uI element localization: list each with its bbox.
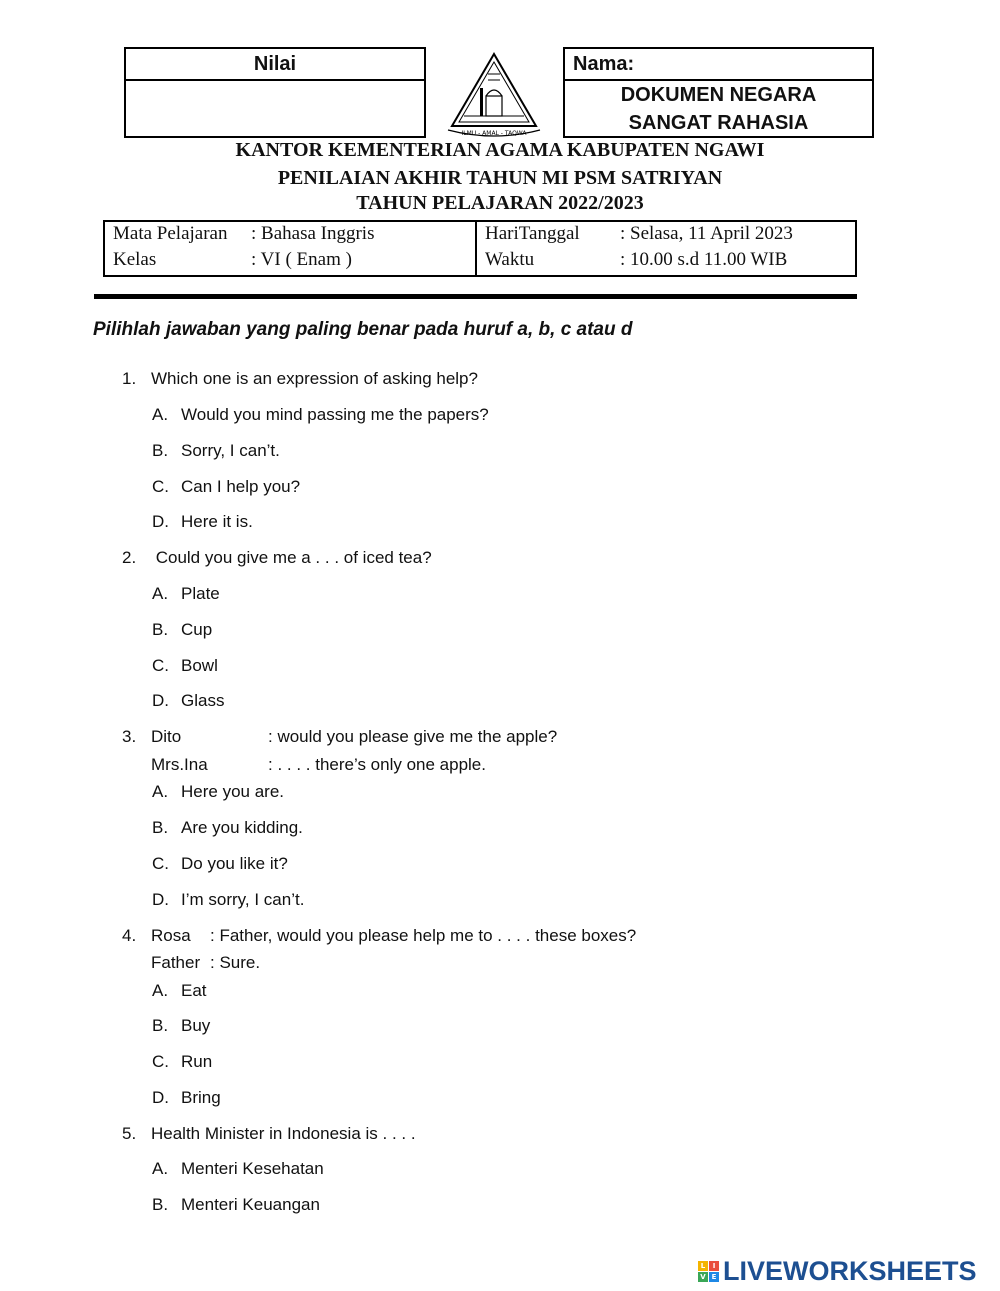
question-2 — [122, 548, 432, 568]
time-label: Waktu — [485, 249, 535, 270]
score-field[interactable] — [126, 81, 424, 136]
question-text: Could you give me a . . . of iced tea? — [151, 548, 432, 567]
doc-line-2: SANGAT RAHASIA — [628, 112, 809, 134]
question-5 — [122, 1124, 416, 1144]
q1-option-c[interactable] — [152, 477, 300, 497]
option-text: I’m sorry, I can’t. — [181, 890, 305, 909]
option-letter: C. — [152, 1052, 169, 1071]
class-value: : VI ( Enam ) — [251, 249, 352, 270]
option-text: Here you are. — [181, 782, 284, 801]
time-value: : 10.00 s.d 11.00 WIB — [620, 249, 788, 270]
doc-line-1: DOKUMEN NEGARA — [620, 84, 817, 106]
dialog-speaker: Dito — [151, 727, 182, 746]
time-row — [485, 249, 534, 271]
question-number: 2. — [122, 548, 137, 567]
subject-label: Mata Pelajaran — [113, 223, 228, 244]
logo-block: L — [698, 1261, 708, 1271]
liveworksheets-logo[interactable] — [698, 1256, 977, 1286]
exam-info-table — [103, 220, 857, 277]
dialog-line: : would you please give me the apple? — [268, 727, 558, 746]
logo-block: E — [709, 1272, 719, 1282]
option-text: Menteri Kesehatan — [181, 1159, 324, 1178]
subject-row — [113, 223, 227, 245]
option-letter: D. — [152, 890, 169, 909]
q4-option-c[interactable] — [152, 1052, 212, 1072]
option-text: Do you like it? — [181, 854, 288, 873]
subject-value: : Bahasa Inggris — [251, 223, 375, 244]
dialog-speaker: Father — [151, 953, 201, 972]
option-text: Plate — [181, 584, 220, 603]
option-letter: D. — [152, 691, 169, 710]
option-text: Bring — [181, 1088, 221, 1107]
option-text: Cup — [181, 620, 213, 639]
name-box — [563, 47, 874, 138]
question-number: 3. — [122, 727, 137, 746]
date-value: : Selasa, 11 April 2023 — [620, 223, 793, 244]
option-text: Would you mind passing me the papers? — [181, 405, 489, 424]
dialog-speaker: Rosa — [151, 926, 191, 945]
option-text: Run — [181, 1052, 213, 1071]
q2-option-a[interactable] — [152, 584, 220, 604]
instruction: Pilihlah jawaban yang paling benar pada huruf a, b, c atau d — [93, 319, 633, 340]
question-4 — [122, 926, 191, 946]
option-letter: D. — [152, 1088, 169, 1107]
q1-option-d[interactable] — [152, 512, 253, 532]
name-label: Nama: — [565, 49, 872, 81]
q3-option-d[interactable] — [152, 890, 304, 910]
q3-option-c[interactable] — [152, 854, 288, 874]
q4-option-a[interactable] — [152, 981, 207, 1001]
option-letter: C. — [152, 656, 169, 675]
question-1 — [122, 369, 478, 389]
option-text: Glass — [181, 691, 225, 710]
logo-motto: ILMU - AMAL - TAQWA — [461, 130, 527, 137]
class-label: Kelas — [113, 249, 157, 270]
exam-title: PENILAIAN AKHIR TAHUN MI PSM SATRIYAN — [277, 167, 723, 189]
score-label: Nilai — [126, 49, 424, 81]
option-text: Are you kidding. — [181, 818, 303, 837]
date-label: HariTanggal — [485, 223, 580, 244]
q5-option-a[interactable] — [152, 1159, 324, 1179]
logo-block: I — [709, 1261, 719, 1271]
option-letter: A. — [152, 405, 169, 424]
option-letter: B. — [152, 818, 169, 837]
q3-option-b[interactable] — [152, 818, 303, 838]
header-divider — [94, 294, 857, 299]
q1-option-b[interactable] — [152, 441, 280, 461]
logo-blocks-icon — [698, 1261, 719, 1282]
office-title: KANTOR KEMENTERIAN AGAMA KABUPATEN NGAWI — [235, 139, 765, 161]
q2-option-b[interactable] — [152, 620, 212, 640]
option-text: Sorry, I can’t. — [181, 441, 280, 460]
score-box — [124, 47, 426, 138]
option-letter: A. — [152, 584, 169, 603]
dialog-line: : Father, would you please help me to . . . . these boxes? — [210, 926, 637, 945]
option-letter: D. — [152, 512, 169, 531]
dialog-line: : Sure. — [210, 953, 261, 972]
option-letter: A. — [152, 782, 169, 801]
option-text: Can I help you? — [181, 477, 301, 496]
dialog-line: : . . . . there’s only one apple. — [268, 755, 486, 774]
option-letter: A. — [152, 981, 169, 1000]
question-number: 5. — [122, 1124, 137, 1143]
q2-option-c[interactable] — [152, 656, 218, 676]
option-letter: B. — [152, 441, 169, 460]
q4-option-d[interactable] — [152, 1088, 221, 1108]
question-3 — [122, 727, 181, 747]
option-text: Eat — [181, 981, 207, 1000]
option-text: Menteri Keuangan — [181, 1195, 320, 1214]
q2-option-d[interactable] — [152, 691, 224, 711]
option-letter: A. — [152, 1159, 169, 1178]
option-letter: B. — [152, 1016, 169, 1035]
option-text: Here it is. — [181, 512, 253, 531]
class-row — [113, 249, 156, 271]
option-letter: C. — [152, 477, 169, 496]
dialog-speaker: Mrs.Ina — [151, 755, 208, 774]
option-text: Buy — [181, 1016, 211, 1035]
question-number: 4. — [122, 926, 137, 945]
school-year: TAHUN PELAJARAN 2022/2023 — [356, 192, 644, 214]
option-letter: C. — [152, 854, 169, 873]
question-text: Which one is an expression of asking help? — [151, 369, 478, 388]
option-letter: B. — [152, 620, 169, 639]
q5-option-b[interactable] — [152, 1195, 320, 1215]
date-row — [485, 223, 580, 245]
q3-option-a[interactable] — [152, 782, 284, 802]
q4-option-b[interactable] — [152, 1016, 210, 1036]
option-text: Bowl — [181, 656, 218, 675]
question-text: Health Minister in Indonesia is . . . . — [151, 1124, 416, 1143]
logo-block: V — [698, 1272, 708, 1282]
q1-option-a[interactable] — [152, 405, 489, 425]
option-letter: B. — [152, 1195, 169, 1214]
logo-wordmark: LIVEWORKSHEETS — [723, 1255, 977, 1286]
school-logo — [444, 50, 544, 138]
question-number: 1. — [122, 369, 137, 388]
